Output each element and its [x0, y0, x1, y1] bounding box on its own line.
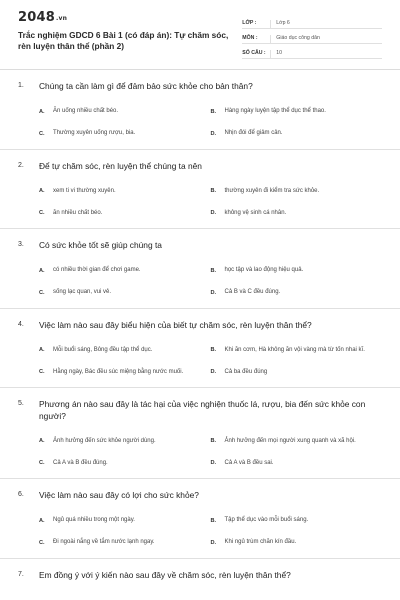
- answer-text: Đi ngoài nắng về tắm nước lạnh ngay.: [53, 539, 155, 546]
- question-text: Để tự chăm sóc, rèn luyện thể chúng ta nên: [39, 160, 202, 171]
- answer-text: Nhịn đói để giảm cân.: [224, 130, 283, 137]
- logo-suffix: .vn: [55, 15, 68, 22]
- answer-option[interactable]: [211, 123, 383, 145]
- question-head: [18, 388, 382, 430]
- answer-text: Cả A và B đều đúng.: [53, 459, 108, 466]
- answer-option[interactable]: [39, 180, 211, 202]
- answer-text: Ăn uống nhiều chất béo.: [53, 108, 119, 115]
- answer-letter: A.: [39, 188, 45, 194]
- answer-letter: A.: [39, 108, 45, 115]
- answer-text: Cả B và C đều đúng.: [224, 289, 281, 296]
- answer-option[interactable]: [39, 260, 211, 282]
- header-left: [18, 10, 242, 61]
- question-4: [0, 309, 400, 389]
- answer-letter: D.: [210, 130, 217, 137]
- answer-option[interactable]: [39, 510, 211, 532]
- answer-letter: C.: [39, 369, 45, 375]
- answer-option[interactable]: [211, 452, 383, 474]
- answer-option[interactable]: [39, 282, 211, 304]
- question-2: [0, 150, 400, 230]
- answer-option[interactable]: [211, 101, 383, 123]
- meta-row-class: [242, 16, 382, 29]
- quiz-title: Trắc nghiệm GDCD 6 Bài 1 (có đáp án): Tự chăm sóc, rèn luyện thân thể (phần 2): [18, 30, 229, 51]
- answer-list: [18, 339, 382, 387]
- answer-text: Cả ba đều đúng: [224, 368, 268, 375]
- answer-letter: B.: [210, 267, 217, 274]
- answer-option[interactable]: [39, 101, 211, 123]
- answer-text: có nhiều thời gian để chơi game.: [53, 267, 141, 274]
- meta-value: Lớp 6: [270, 20, 382, 28]
- question-head: [18, 150, 382, 181]
- answer-text: Ảnh hưởng đến mọi người xung quanh và xã hội.: [224, 437, 356, 444]
- question-head: [18, 559, 382, 590]
- answer-letter: A.: [39, 438, 45, 444]
- logo-main: 2048: [18, 10, 55, 25]
- answer-letter: D.: [210, 289, 217, 296]
- quiz-meta: [242, 16, 382, 61]
- answer-text: Cả A và B đều sai.: [224, 459, 274, 466]
- question-text: Chúng ta cần làm gì để đảm bảo sức khỏe cho bản thân?: [39, 81, 253, 91]
- answer-letter: B.: [210, 188, 217, 194]
- question-6: [0, 479, 400, 559]
- answer-letter: C.: [39, 210, 45, 216]
- answer-option[interactable]: [211, 339, 383, 361]
- meta-row-subject: [242, 31, 382, 44]
- meta-row-count: [242, 46, 382, 59]
- question-number: 2.: [18, 161, 24, 169]
- answer-letter: C.: [39, 130, 45, 137]
- answer-option[interactable]: [211, 361, 383, 383]
- answer-option[interactable]: [211, 180, 383, 202]
- answer-letter: C.: [39, 460, 45, 466]
- answer-letter: A.: [39, 267, 45, 274]
- answer-letter: D.: [210, 369, 217, 375]
- answer-option[interactable]: [211, 430, 383, 452]
- answer-text: Ngủ quá nhiều trong một ngày.: [53, 517, 135, 524]
- question-number: 3.: [18, 241, 24, 248]
- answer-option[interactable]: [39, 361, 211, 383]
- answer-option[interactable]: [211, 282, 383, 304]
- question-5: [0, 388, 400, 479]
- question-head: [18, 70, 382, 101]
- answer-letter: B.: [210, 438, 217, 444]
- site-logo[interactable]: [18, 10, 242, 25]
- meta-label: MÔN :: [242, 35, 258, 41]
- question-number: 6.: [18, 491, 24, 498]
- answer-option[interactable]: [39, 452, 211, 474]
- question-text: Có sức khỏe tốt sẽ giúp chúng ta: [39, 240, 162, 250]
- answer-text: Khi ngủ trùm chăn kín đầu.: [224, 539, 297, 546]
- answer-text: Thường xuyên uống rượu, bia.: [53, 130, 136, 137]
- meta-value: Giáo dục công dân: [270, 35, 382, 43]
- answer-letter: C.: [39, 289, 45, 296]
- question-number: 1.: [18, 82, 24, 89]
- answer-list: [18, 180, 382, 228]
- question-7: [0, 559, 400, 590]
- meta-label: SỐ CÂU :: [242, 50, 266, 56]
- answer-text: Ảnh hưởng đến sức khỏe người dùng.: [53, 437, 156, 444]
- answer-letter: B.: [210, 347, 217, 353]
- answer-text: Khi ăn cơm, Hà không ăn vội vàng mà từ tốn nhai kĩ.: [224, 346, 365, 353]
- page-header: [0, 0, 400, 70]
- meta-label: LỚP :: [242, 20, 257, 26]
- answer-letter: C.: [39, 539, 45, 546]
- answer-text: ăn nhiều chất béo.: [53, 209, 103, 216]
- answer-option[interactable]: [39, 339, 211, 361]
- question-text: Việc làm nào sau đây có lợi cho sức khỏe?: [39, 490, 199, 500]
- answer-list: [18, 260, 382, 308]
- answer-list: [18, 101, 382, 149]
- answer-option[interactable]: [211, 202, 383, 224]
- answer-option[interactable]: [211, 532, 383, 554]
- answer-option[interactable]: [211, 510, 383, 532]
- question-head: [18, 479, 382, 510]
- answer-text: Hàng ngày luyện tập thể dục thể thao.: [224, 108, 326, 115]
- answer-letter: D.: [210, 460, 217, 466]
- answer-text: học tập và lao động hiệu quả.: [224, 267, 304, 274]
- question-number: 7.: [18, 570, 24, 578]
- question-text: Phương án nào sau đây là tác hại của việc nghiện thuốc lá, rượu, bia đến sức khỏe con người?: [39, 399, 366, 421]
- answer-option[interactable]: [39, 202, 211, 224]
- answer-letter: D.: [210, 539, 217, 546]
- answer-option[interactable]: [211, 260, 383, 282]
- answer-option[interactable]: [39, 532, 211, 554]
- question-head: [18, 309, 382, 340]
- answer-text: xem ti vi thường xuyên.: [53, 187, 116, 194]
- answer-letter: D.: [210, 210, 217, 216]
- answer-letter: A.: [39, 517, 45, 524]
- answer-option[interactable]: [39, 430, 211, 452]
- answer-text: sống lạc quan, vui vẻ.: [53, 289, 112, 296]
- answer-option[interactable]: [39, 123, 211, 145]
- question-number: 5.: [18, 400, 24, 407]
- answer-text: Hằng ngày, Bác đều súc miệng bằng nước muối.: [53, 368, 184, 375]
- question-3: [0, 229, 400, 309]
- meta-value: 10: [270, 50, 382, 58]
- answer-text: Mỗi buổi sáng, Bông đều tập thể dục.: [53, 346, 153, 353]
- question-text: Việc làm nào sau đây biểu hiện của biết tự chăm sóc, rèn luyện thân thể?: [39, 319, 312, 330]
- answer-letter: B.: [210, 108, 217, 115]
- question-text: Em đồng ý với ý kiến nào sau đây về chăm sóc, rèn luyện thân thể?: [39, 569, 291, 580]
- answer-text: thường xuyên đi kiểm tra sức khỏe.: [224, 187, 320, 194]
- question-head: [18, 229, 382, 260]
- question-number: 4.: [18, 320, 24, 328]
- answer-list: [18, 430, 382, 478]
- answer-letter: A.: [39, 347, 45, 353]
- answer-letter: B.: [210, 517, 217, 524]
- answer-list: [18, 510, 382, 558]
- answer-text: Tập thể dục vào mỗi buổi sáng.: [224, 517, 309, 524]
- question-1: [0, 70, 400, 150]
- answer-text: không vệ sinh cá nhân.: [224, 209, 287, 216]
